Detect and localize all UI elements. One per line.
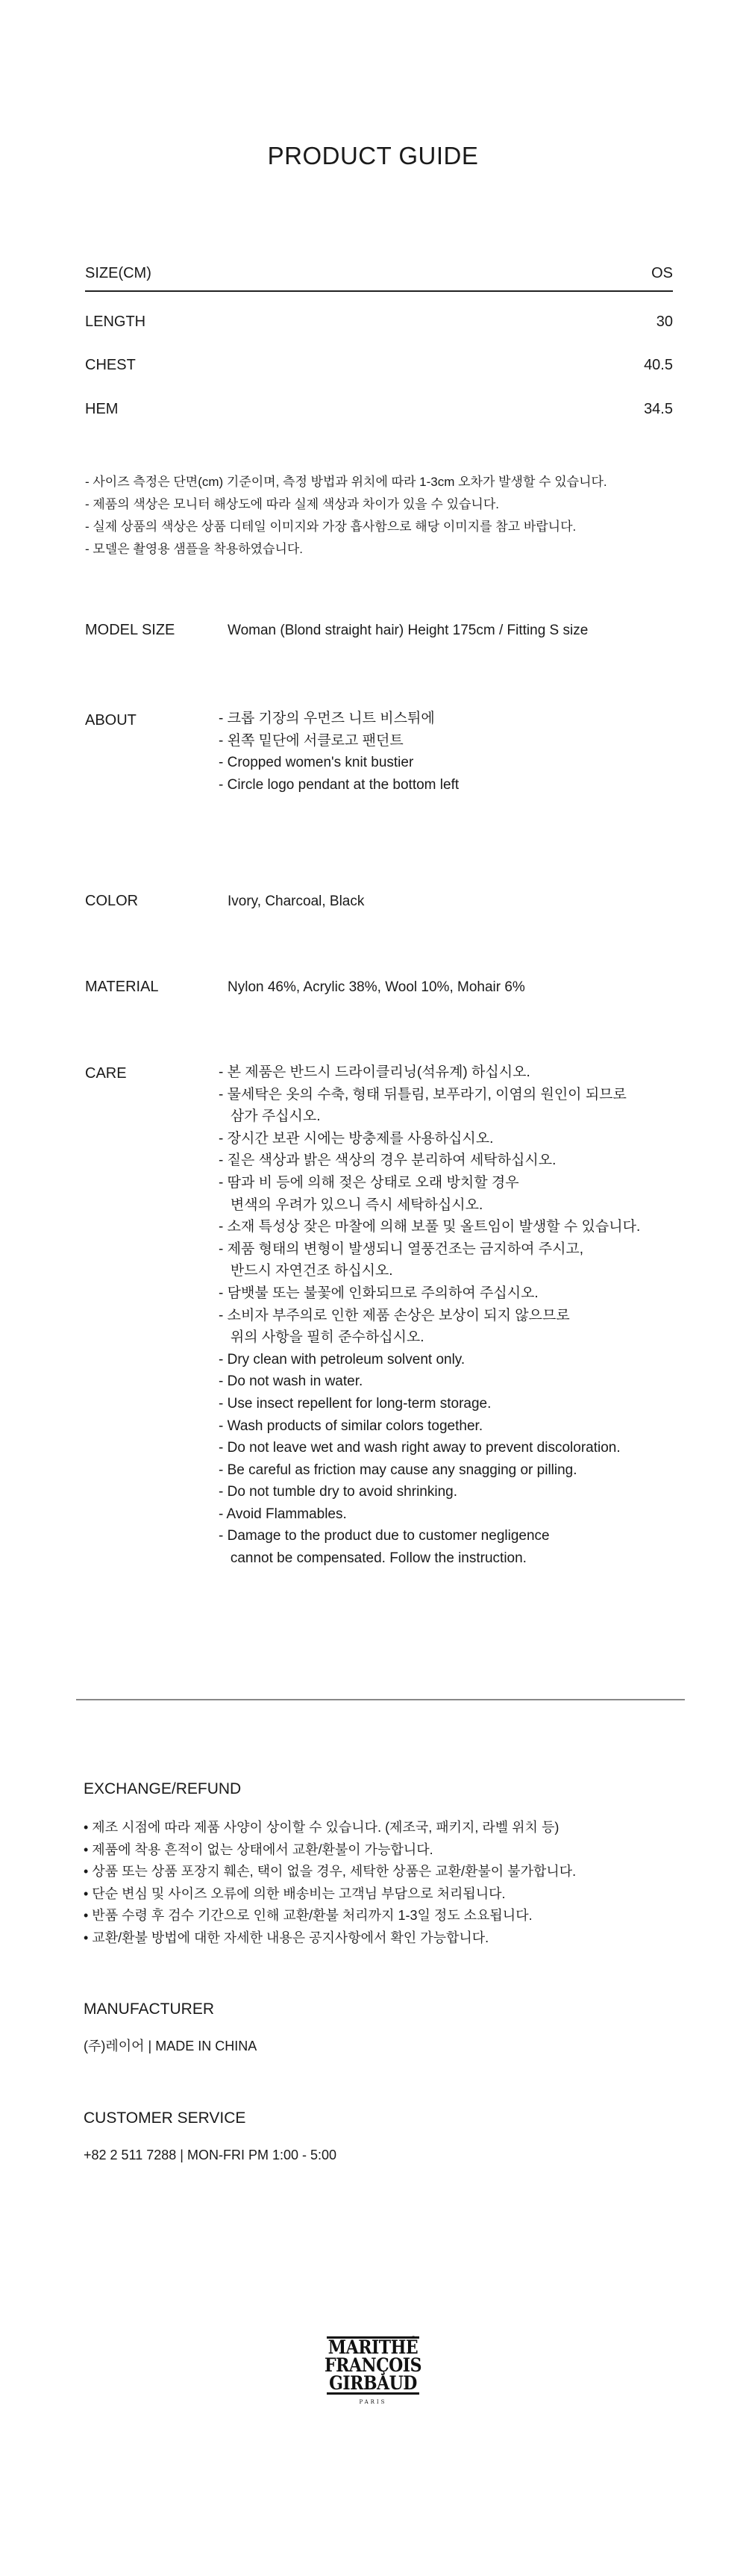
care-line: - Do not wash in water. bbox=[219, 1373, 363, 1390]
size-row-label: LENGTH bbox=[85, 314, 146, 330]
color-label: COLOR bbox=[85, 893, 139, 909]
material-label: MATERIAL bbox=[85, 979, 159, 995]
size-row-label: HEM bbox=[85, 401, 119, 417]
about-label: ABOUT bbox=[85, 712, 137, 729]
size-notes bbox=[85, 471, 607, 561]
note-line: - 사이즈 측정은 단면(cm) 기준이며, 측정 방법과 위치에 따라 1-3cm 오차가 발생할 수 있습니다. bbox=[85, 475, 607, 489]
about-text bbox=[219, 708, 459, 796]
customer-service-heading: CUSTOMER SERVICE bbox=[84, 2109, 246, 2127]
care-line: 반드시 자연건조 하십시오. bbox=[219, 1263, 393, 1279]
about-line: - 크롭 기장의 우먼즈 니트 비스튀에 bbox=[219, 711, 435, 726]
exchange-heading: EXCHANGE/REFUND bbox=[84, 1780, 242, 1797]
care-line: 삼가 주십시오. bbox=[219, 1108, 321, 1125]
care-line: - 땀과 비 등에 의해 젖은 상태로 오래 방치할 경우 bbox=[219, 1174, 519, 1191]
care-line: 위의 사항을 필히 준수하십시오. bbox=[219, 1329, 424, 1346]
care-line: - Dry clean with petroleum solvent only. bbox=[219, 1351, 466, 1367]
size-header-value: OS bbox=[651, 265, 673, 281]
logo-word: GIRBAUD bbox=[329, 2372, 417, 2395]
logo-word: FRANÇOIS bbox=[325, 2354, 421, 2377]
care-line: - Use insect repellent for long-term storage. bbox=[219, 1395, 492, 1412]
logo-word: MARITHÉ bbox=[327, 2336, 419, 2359]
model-size-value: Woman (Blond straight hair) Height 175cm / Fitting S size bbox=[228, 623, 589, 638]
care-line: - 장시간 보관 시에는 방충제를 사용하십시오. bbox=[219, 1130, 494, 1147]
care-label: CARE bbox=[85, 1065, 127, 1082]
exchange-item: • 제품에 착용 흔적이 없는 상태에서 교환/환불이 가능합니다. bbox=[84, 1841, 433, 1857]
model-size-label: MODEL SIZE bbox=[85, 622, 175, 638]
care-line: - Do not leave wet and wash right away to prevent discoloration. bbox=[219, 1440, 621, 1456]
about-line: - Cropped women's knit bustier bbox=[219, 755, 414, 771]
care-line: 변색의 우려가 있으니 즉시 세탁하십시오. bbox=[219, 1197, 483, 1213]
exchange-list bbox=[84, 1817, 576, 1949]
page-title: PRODUCT GUIDE bbox=[267, 142, 479, 169]
care-line: - Wash products of similar colors together. bbox=[219, 1418, 483, 1434]
manufacturer-value: (주)레이어 | MADE IN CHINA bbox=[84, 2039, 257, 2053]
exchange-item: • 교환/환불 방법에 대한 자세한 내용은 공지사항에서 확인 가능합니다. bbox=[84, 1930, 489, 1945]
care-line: - Do not tumble dry to avoid shrinking. bbox=[219, 1484, 457, 1500]
size-table-header bbox=[85, 265, 673, 292]
size-header-label: SIZE(CM) bbox=[85, 265, 151, 281]
color-value: Ivory, Charcoal, Black bbox=[228, 894, 365, 909]
customer-service-value: +82 2 511 7288 | MON-FRI PM 1:00 - 5:00 bbox=[84, 2148, 337, 2162]
size-row-value: 34.5 bbox=[644, 401, 673, 417]
logo-sub: PARIS bbox=[359, 2399, 387, 2405]
brand-logo bbox=[318, 2336, 428, 2405]
exchange-item: • 반품 수령 후 검수 기간으로 인해 교환/환불 처리까지 1-3일 정도 소요됩니다. bbox=[84, 1908, 533, 1923]
size-row-value: 30 bbox=[656, 314, 673, 330]
section-divider bbox=[76, 1699, 685, 1700]
care-line: - 물세탁은 옷의 수축, 형태 뒤틀림, 보푸라기, 이염의 원인이 되므로 bbox=[219, 1086, 627, 1103]
exchange-item: • 제조 시점에 따라 제품 사양이 상이할 수 있습니다. (제조국, 패키지, 라벨 위치 등) bbox=[84, 1820, 560, 1835]
note-line: - 제품의 색상은 모니터 해상도에 따라 실제 색상과 차이가 있을 수 있습니다. bbox=[85, 497, 499, 511]
note-line: - 실제 상품의 색상은 상품 디테일 이미지와 가장 흡사함으로 해당 이미지를 참고 바랍니다. bbox=[85, 520, 577, 534]
care-line: cannot be compensated. Follow the instruction. bbox=[219, 1550, 527, 1567]
manufacturer-heading: MANUFACTURER bbox=[84, 2000, 215, 2018]
exchange-item: • 단순 변심 및 사이즈 오류에 의한 배송비는 고객님 부담으로 처리됩니다. bbox=[84, 1886, 506, 1901]
about-line: - Circle logo pendant at the bottom left bbox=[219, 776, 460, 793]
care-line: - 제품 형태의 변형이 발생되니 열풍건조는 금지하여 주시고, bbox=[219, 1241, 584, 1257]
care-line: - 담뱃불 또는 불꽃에 인화되므로 주의하여 주십시오. bbox=[219, 1285, 539, 1301]
care-line: - 짙은 색상과 밝은 색상의 경우 분리하여 세탁하십시오. bbox=[219, 1153, 557, 1169]
note-line: - 모델은 촬영용 샘플을 착용하였습니다. bbox=[85, 542, 304, 556]
care-line: - 소재 특성상 잦은 마찰에 의해 보풀 및 올트임이 발생할 수 있습니다. bbox=[219, 1219, 641, 1235]
care-text bbox=[219, 1061, 640, 1570]
size-row-value: 40.5 bbox=[644, 357, 673, 373]
size-row-label: CHEST bbox=[85, 357, 136, 373]
care-line: - 본 제품은 반드시 드라이클리닝(석유계) 하십시오. bbox=[219, 1064, 530, 1080]
care-line: - Avoid Flammables. bbox=[219, 1506, 347, 1522]
exchange-item: • 상품 또는 상품 포장지 훼손, 택이 없을 경우, 세탁한 상품은 교환/환불이 불가합니다. bbox=[84, 1864, 577, 1879]
care-line: - 소비자 부주의로 인한 제품 손상은 보상이 되지 않으므로 bbox=[219, 1307, 570, 1323]
about-line: - 왼쪽 밑단에 서클로고 팬던트 bbox=[219, 732, 404, 749]
material-value: Nylon 46%, Acrylic 38%, Wool 10%, Mohair 6% bbox=[228, 979, 525, 995]
care-line: - Damage to the product due to customer negligence bbox=[219, 1528, 550, 1544]
care-line: - Be careful as friction may cause any snagging or pilling. bbox=[219, 1462, 577, 1478]
